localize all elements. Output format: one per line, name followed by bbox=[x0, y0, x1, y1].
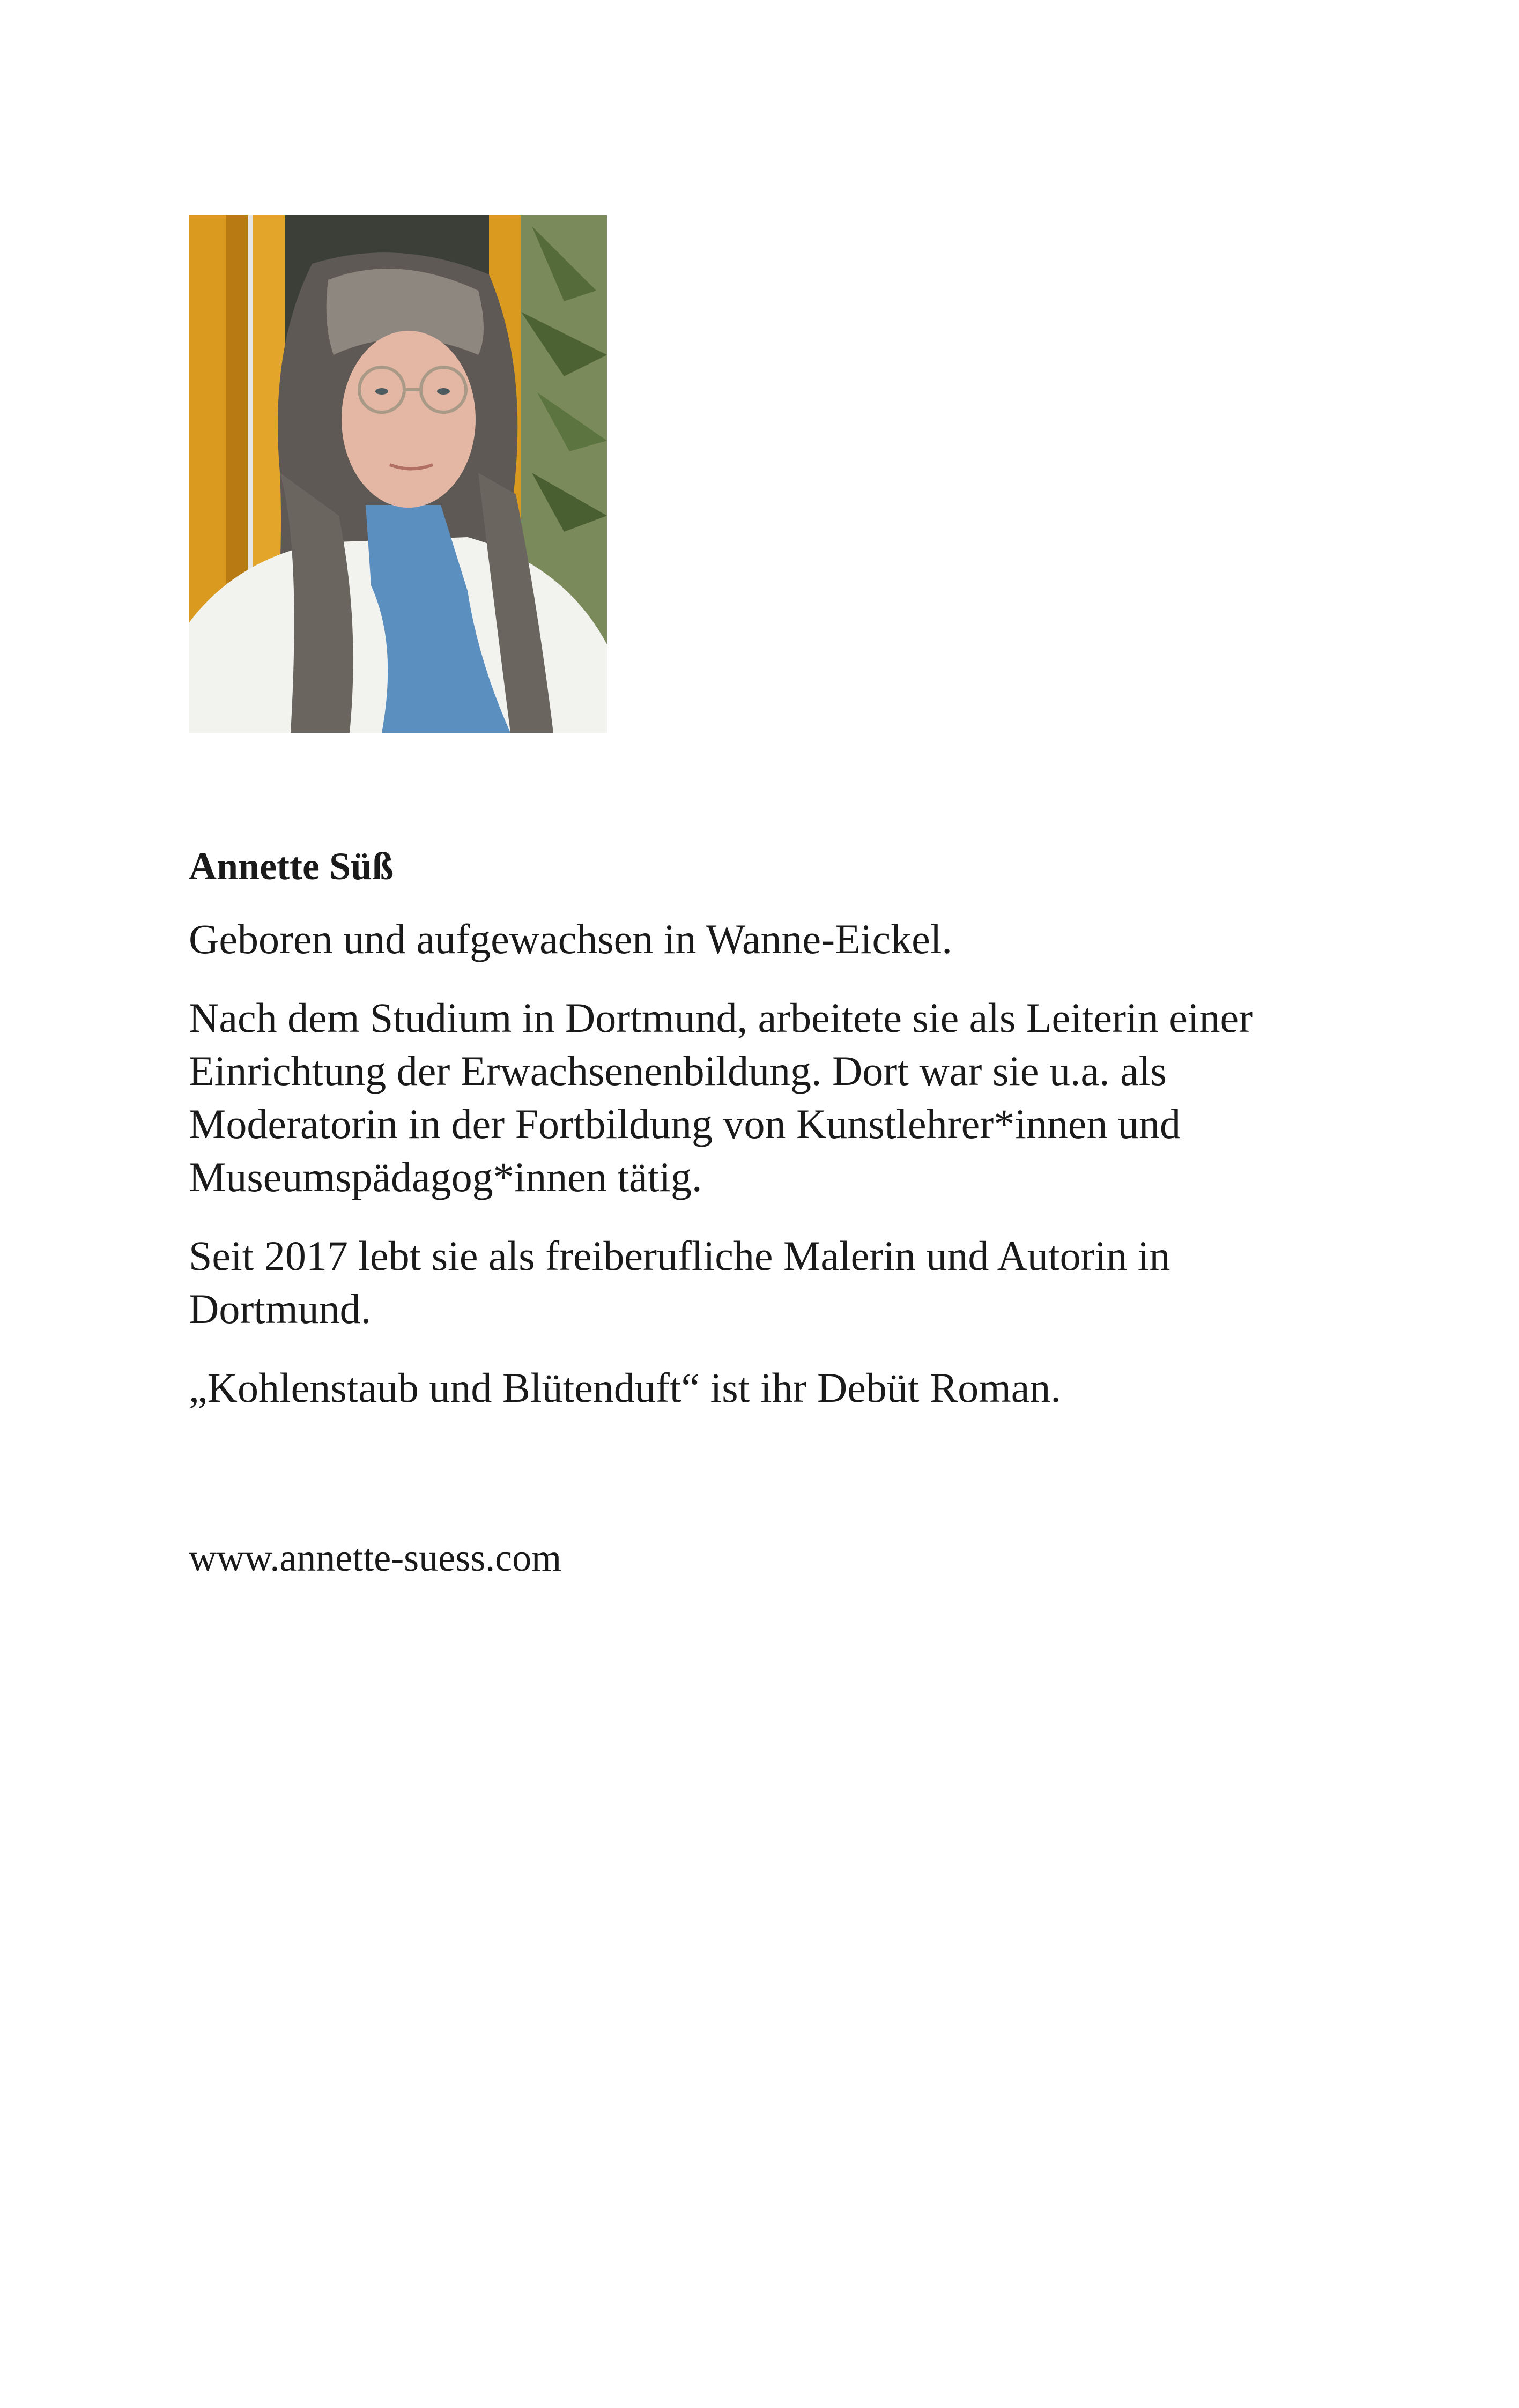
author-name: Annette Süß bbox=[189, 845, 394, 888]
bio-paragraph-current: Seit 2017 lebt sie als freiberufliche Malerin und Autorin in Dortmund. bbox=[189, 1232, 1170, 1332]
website-link[interactable]: www.annette-suess.com bbox=[189, 1536, 562, 1579]
bio-paragraph-debut: „Kohlenstaub und Blütenduft“ ist ihr Debüt Roman. bbox=[189, 1364, 1061, 1411]
bio-paragraph-career: Nach dem Studium in Dortmund, arbeitete sie als Leiterin einer Einrichtung der Erwachsenenbildung. Dort war sie u.a. als Moderatorin in der Fortbildung von Kunstlehrer*innen und Museumspädagog*innen tätig. bbox=[189, 994, 1253, 1200]
bio-paragraph-birthplace: Geboren und aufgewachsen in Wanne-Eickel. bbox=[189, 915, 952, 962]
author-bio bbox=[189, 842, 1331, 1440]
author-photo bbox=[189, 215, 607, 733]
